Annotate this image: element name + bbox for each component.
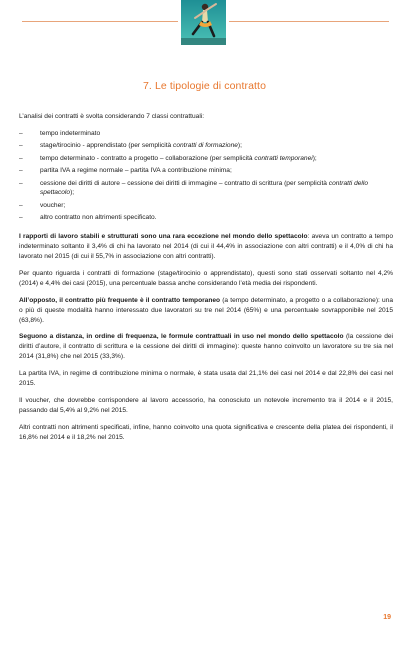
list-item: – voucher; <box>19 201 66 209</box>
header-rule-left <box>22 21 178 22</box>
list-item: – cessione dei diritti di autore – cessione dei diritti di immagine – contratto di scrittura (per semplicità contratti dello spettacolo); <box>19 179 369 197</box>
list-item: – partita IVA a regime normale – partita IVA a contribuzione minima; <box>19 167 232 175</box>
list-item: – tempo indeterminato <box>19 129 101 137</box>
contract-class-list <box>19 129 393 223</box>
section-title: 7. Le tipologie di contratto <box>142 80 267 92</box>
paragraph-vat: La partita IVA, in regime di contribuzione minima o normale, è stata usata dal 21,1% dei casi nel 2014 e dal 22,8% dei casi nel 2015. <box>19 370 393 388</box>
header-rule-right <box>229 21 389 22</box>
list-item: – tempo determinato - contratto a progetto – collaborazione (per semplicità contratti temporanei); <box>19 154 317 162</box>
list-item: – altro contratto non altrimenti specificato. <box>19 214 157 222</box>
list-item: – stage/tirocinio - apprendistato (per semplicità contratti di formazione); <box>19 142 242 150</box>
header-dancer-image <box>181 0 226 45</box>
body-text <box>19 112 393 450</box>
intro-paragraph: L’analisi dei contratti è svolta considerando 7 classi contrattuali: <box>19 113 205 120</box>
page-number: 19 <box>383 614 391 621</box>
paragraph-temporary-contracts: All’opposto, il contratto più frequente è il contratto temporaneo (a tempo determinato, a progetto o a collaborazione): una o più di queste modalità hanno interessato due lavoratori su tre nel 2014 (65%) e una percentuale sovrapponibile nel 2015 (63,8%). <box>19 296 393 324</box>
paragraph-show-contracts: Seguono a distanza, in ordine di frequenza, le formule contrattuali in uso nel mondo dello spettacolo (la cessione dei diritti d’autore, il contratto di scrittura e la cessione dei diritti di immagine): queste hanno coinvolto un lavoratore su tre sia nel 2014 (31,8%) che nel 2015 (33,3%). <box>19 333 393 361</box>
paragraph-training-contracts: Per quanto riguarda i contratti di formazione (stage/tirocinio o apprendistato), questi sono stati osservati soltanto nel 4,2% (2014) e 4,4% dei casi (2015), una percentuale bassa anche considerando l’età media dei rispondenti. <box>19 269 393 287</box>
paragraph-stable-contracts: I rapporti di lavoro stabili e strutturati sono una rara eccezione nel mondo dello spettacolo: aveva un contratto a tempo indeterminato soltanto il 3,4% di chi ha lavorato nel 2014 (di cui il 44,4% in associazione con altri contratti) e il 4,0% di chi ha lavorato nel 2015 (di cui il 55,7% in associazione con altri contratti). <box>19 233 393 260</box>
paragraph-other-contracts: Altri contratti non altrimenti specificati, infine, hanno coinvolto una quota significativa e crescente della platea dei rispondenti, il 16,8% nel 2014 e il 18,2% nel 2015. <box>19 423 393 441</box>
paragraph-voucher: Il voucher, che dovrebbe corrispondere al lavoro accessorio, ha conosciuto un notevole incremento tra il 2014 e il 2015, passando dal 5,4% al 9,2% nel 2015. <box>19 396 393 414</box>
